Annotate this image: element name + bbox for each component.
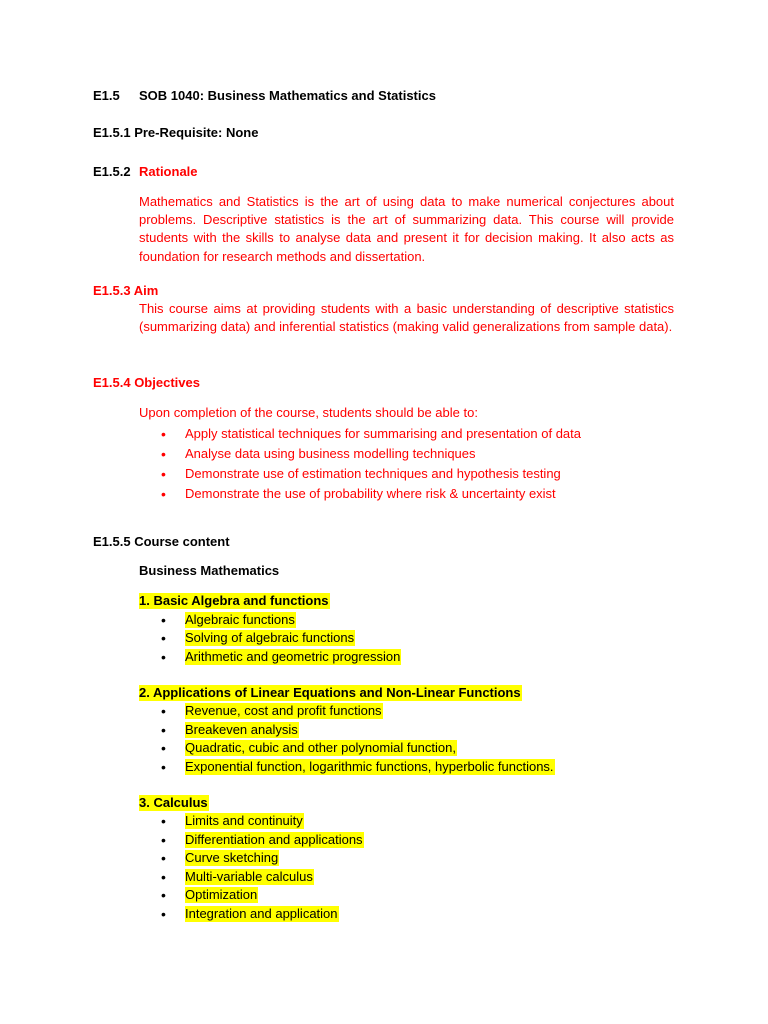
topic-item: Arithmetic and geometric progression (185, 649, 401, 664)
bullet-icon: • (161, 722, 166, 738)
bullet-icon: • (161, 813, 166, 829)
objective-item: Demonstrate the use of probability where risk & uncertainty exist (185, 486, 556, 501)
topic-item: Algebraic functions (185, 612, 295, 627)
topic-heading: 3. Calculus (139, 795, 208, 810)
topic-item: Revenue, cost and profit functions (185, 703, 382, 718)
topic-item: Breakeven analysis (185, 722, 298, 737)
topic-heading: 2. Applications of Linear Equations and Non-Linear Functions (139, 685, 521, 700)
aim-heading: E1.5.3 Aim (93, 283, 159, 298)
course-content-heading: E1.5.5 Course content (93, 534, 230, 549)
topic-item: Optimization (185, 887, 258, 902)
bullet-icon: • (161, 703, 166, 719)
topic-item: Limits and continuity (185, 813, 303, 828)
bullet-icon: • (161, 649, 166, 665)
topic-item: Integration and application (185, 906, 338, 921)
section-number: E1.5 (93, 88, 120, 103)
bullet-icon: • (161, 486, 166, 502)
objective-item: Apply statistical techniques for summarising and presentation of data (185, 426, 581, 441)
topic-heading: 1. Basic Algebra and functions (139, 593, 329, 608)
aim-paragraph: This course aims at providing students with a basic understanding of descriptive statistics (summarizing data) and inferential statistics (making valid generalizations from sample data). (139, 301, 674, 335)
objective-item: Analyse data using business modelling techniques (185, 446, 476, 461)
topic-item: Multi-variable calculus (185, 869, 313, 884)
prerequisite-line: E1.5.1 Pre-Requisite: None (93, 125, 259, 140)
topic-item: Exponential function, logarithmic functions, hyperbolic functions. (185, 759, 554, 774)
bullet-icon: • (161, 850, 166, 866)
topic-item: Quadratic, cubic and other polynomial function, (185, 740, 456, 755)
topic-item: Solving of algebraic functions (185, 630, 355, 645)
rationale-paragraph: Mathematics and Statistics is the art of using data to make numerical conjectures about problems. Descriptive statistics is the art of summarizing data. This course will provide students with the skills to analyse data and present it for decision making. It also acts as foundation for research methods and dissertation. (139, 194, 674, 264)
objectives-intro: Upon completion of the course, students should be able to: (139, 405, 478, 420)
bullet-icon: • (161, 466, 166, 482)
objective-item: Demonstrate use of estimation techniques and hypothesis testing (185, 466, 561, 481)
bullet-icon: • (161, 426, 166, 442)
bullet-icon: • (161, 740, 166, 756)
objectives-heading: E1.5.4 Objectives (93, 375, 200, 390)
course-title: SOB 1040: Business Mathematics and Statistics (139, 88, 436, 103)
rationale-heading: Rationale (139, 164, 198, 179)
bullet-icon: • (161, 832, 166, 848)
rationale-number: E1.5.2 (93, 164, 131, 179)
business-mathematics-subheading: Business Mathematics (139, 563, 280, 578)
bullet-icon: • (161, 446, 166, 462)
bullet-icon: • (161, 906, 166, 922)
bullet-icon: • (161, 630, 166, 646)
topic-item: Differentiation and applications (185, 832, 363, 847)
bullet-icon: • (161, 612, 166, 628)
topic-item: Curve sketching (185, 850, 279, 865)
bullet-icon: • (161, 887, 166, 903)
bullet-icon: • (161, 869, 166, 885)
bullet-icon: • (161, 759, 166, 775)
